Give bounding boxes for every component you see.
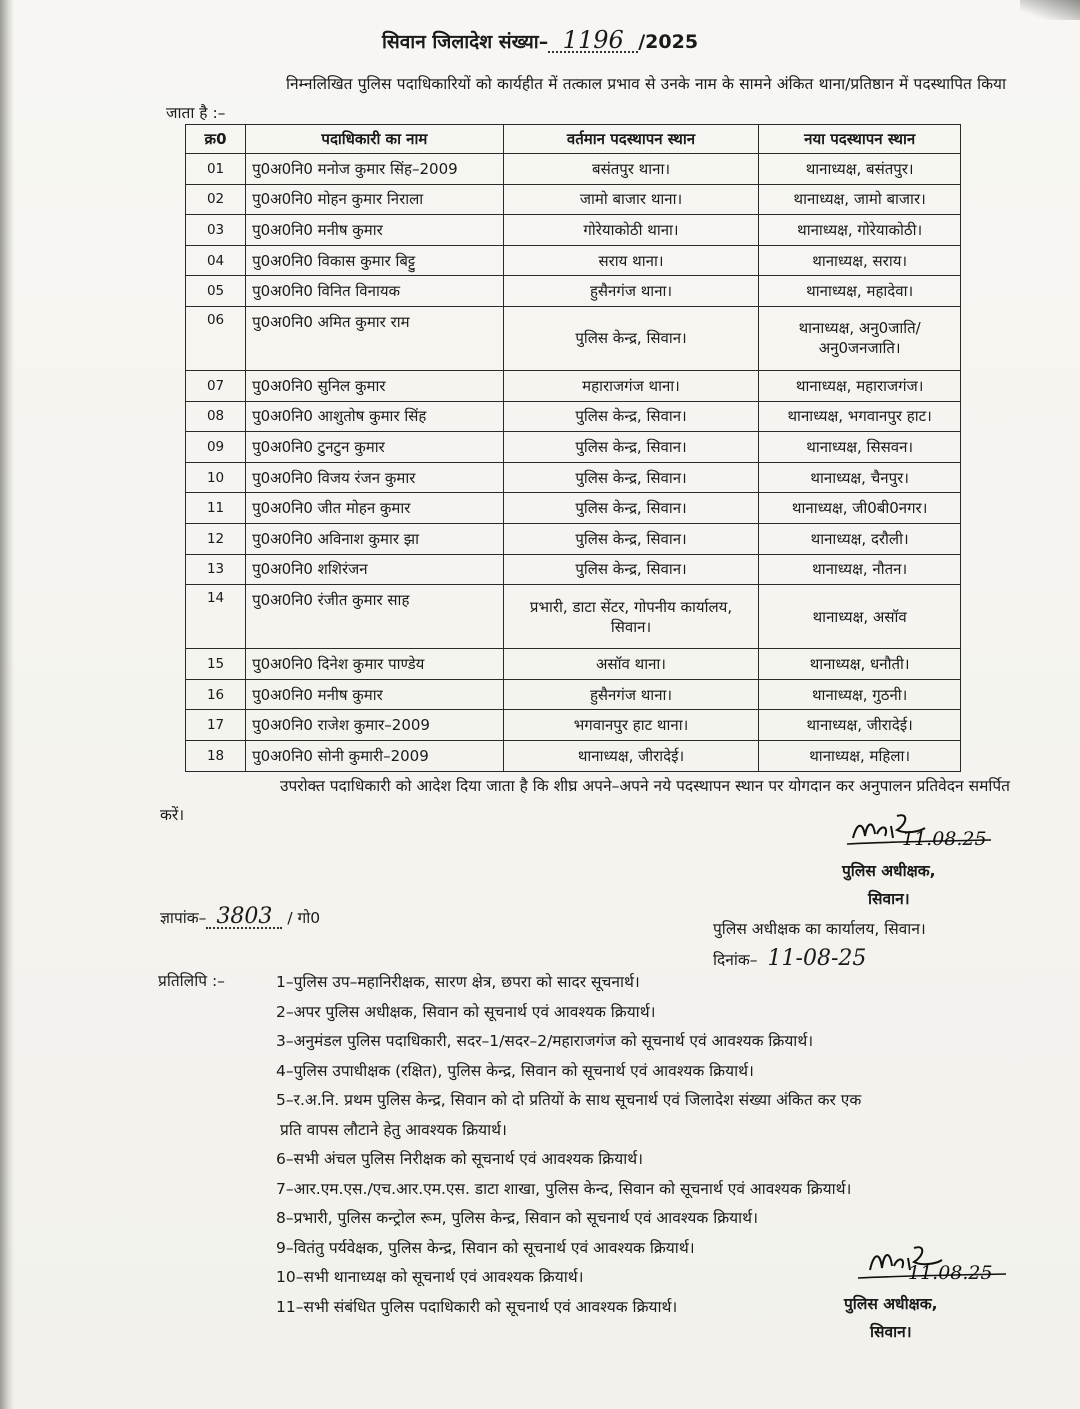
table-row [186, 554, 961, 585]
cell-current-posting: पुलिस केन्द्र, सिवान। [503, 306, 759, 370]
table-row [186, 154, 961, 185]
table-row [186, 245, 961, 276]
cell-name: पु0अ0नि0 सोनी कुमारी–2009 [246, 740, 504, 771]
cell-current-posting: पुलिस केन्द्र, सिवान। [503, 432, 759, 463]
table-row [186, 276, 961, 307]
signature-2-block [844, 1290, 938, 1346]
table-row [186, 401, 961, 432]
copy-to-item [276, 1263, 936, 1293]
cell-sno: 03 [186, 215, 246, 246]
cell-new-posting: थानाध्यक्ष, महिला। [759, 740, 961, 771]
cell-name: पु0अ0नि0 टुनटुन कुमार [246, 432, 504, 463]
cell-sno: 08 [186, 401, 246, 432]
signature-1-place: सिवान। [868, 890, 910, 908]
cell-sno: 10 [186, 462, 246, 493]
table-row [186, 523, 961, 554]
memo-prefix: ज्ञापांक– [160, 909, 207, 927]
cell-current-posting: थानाध्यक्ष, जीरादेई। [503, 740, 759, 771]
copy-to-item-text: 7–आर.एम.एस./एच.आर.एम.एस. डाटा शाखा, पुलिस केन्द, सिवान को सूचनार्थ एवं आवश्यक क्रियार्थ। [276, 1179, 852, 1198]
cell-name: पु0अ0नि0 मनीष कुमार [246, 215, 504, 246]
cell-sno: 13 [186, 554, 246, 585]
cell-current-posting: भगवानपुर हाट थाना। [503, 710, 759, 741]
cell-name: पु0अ0नि0 अमित कुमार राम [246, 306, 504, 370]
cell-name: पु0अ0नि0 आशुतोष कुमार सिंह [246, 401, 504, 432]
cell-new-posting: थानाध्यक्ष, जामो बाजार। [759, 184, 961, 215]
cell-sno: 11 [186, 493, 246, 524]
cell-new-posting: थानाध्यक्ष, महादेवा। [759, 276, 961, 307]
signature-1-date: 11.08.25 [902, 828, 987, 850]
page-edge-shadow [0, 0, 14, 1409]
cell-current-posting: महाराजगंज थाना। [503, 370, 759, 401]
cell-sno: 17 [186, 710, 246, 741]
copy-to-item-text: 5–र.अ.नि. प्रथम पुलिस केन्द्र, सिवान को दो प्रतियों के साथ सूचनार्थ एवं जिलादेश संख्या अंकित कर एक [276, 1091, 862, 1109]
cell-new-posting: थानाध्यक्ष, गुठनी। [759, 679, 961, 710]
copy-to-item [276, 998, 936, 1028]
order-number-handwritten: 1196 [548, 29, 638, 53]
cell-sno: 01 [186, 154, 246, 185]
cell-new-posting: थानाध्यक्ष, दरौली। [759, 523, 961, 554]
title-prefix: सिवान जिलादेश संख्या– [381, 31, 549, 53]
cell-new-posting: थानाध्यक्ष, नौतन। [759, 554, 961, 585]
copy-to-item-text: 9–वितंतु पर्यवेक्षक, पुलिस केन्द्र, सिवान को सूचनार्थ एवं आवश्यक क्रियार्थ। [276, 1238, 695, 1257]
cell-new-posting: थानाध्यक्ष, सराय। [759, 245, 961, 276]
cell-sno: 09 [186, 432, 246, 463]
table-row [186, 740, 961, 771]
copy-to-item-text: 8–प्रभारी, पुलिस कन्ट्रोल रूम, पुलिस केन्द्र, सिवान को सूचनार्थ एवं आवश्यक क्रियार्थ। [276, 1209, 758, 1227]
cell-sno: 16 [186, 679, 246, 710]
cell-new-posting: थानाध्यक्ष, जी0बी0नगर। [759, 493, 961, 524]
cell-current-posting: पुलिस केन्द्र, सिवान। [503, 462, 759, 493]
cell-name: पु0अ0नि0 सुनिल कुमार [246, 370, 504, 401]
cell-name: पु0अ0नि0 विजय रंजन कुमार [246, 462, 504, 493]
page-corner-shadow [1020, 0, 1080, 20]
cell-new-posting: थानाध्यक्ष, गोरेयाकोठी। [759, 215, 961, 246]
table-header-row [186, 125, 961, 154]
cell-sno: 07 [186, 370, 246, 401]
order-title [0, 28, 1080, 54]
cell-name: पु0अ0नि0 अविनाश कुमार झा [246, 523, 504, 554]
signature-2-date: 11.08.25 [908, 1262, 993, 1284]
copy-to-item-continuation: प्रति वापस लौटाने हेतु आवश्यक क्रियार्थ। [280, 1120, 507, 1139]
intro-paragraph: निम्नलिखित पुलिस पदाधिकारियों को कार्यहीत में तत्काल प्रभाव से उनके नाम के सामने अंकित थाना/प्रतिष्ठान में पदस्थापित किया जाता है :– [166, 75, 1006, 122]
cell-name: पु0अ0नि0 विकास कुमार बिट्टु [246, 245, 504, 276]
cell-name: पु0अ0नि0 शशिरंजन [246, 554, 504, 585]
copy-to-item-text: 11–सभी संबंधित पुलिस पदाधिकारी को सूचनार्थ एवं आवश्यक क्रियार्थ। [276, 1297, 678, 1316]
table-row [186, 493, 961, 524]
cell-new-posting: थानाध्यक्ष, अनु0जाति/अनु0जनजाति। [759, 306, 961, 370]
copy-to-item [276, 1086, 936, 1145]
header-sno: क्र0 [186, 125, 246, 154]
cell-name: पु0अ0नि0 मनीष कुमार [246, 679, 504, 710]
table-row [186, 306, 961, 370]
memo-number-handwritten: 3803 [206, 907, 282, 929]
cell-new-posting: थानाध्यक्ष, असॉव [759, 585, 961, 649]
copy-to-item-text: 1–पुलिस उप–महानिरीक्षक, सारण क्षेत्र, छपरा को सादर सूचनार्थ। [276, 973, 640, 991]
copy-to-label: प्रतिलिपि :– [158, 972, 225, 990]
cell-sno: 02 [186, 184, 246, 215]
header-new-posting: नया पदस्थापन स्थान [759, 125, 961, 154]
cell-sno: 04 [186, 245, 246, 276]
cell-current-posting: हुसैनगंज थाना। [503, 679, 759, 710]
cell-sno: 18 [186, 740, 246, 771]
memo-suffix: / गो0 [287, 909, 321, 927]
table-row [186, 585, 961, 649]
cell-name: पु0अ0नि0 रंजीत कुमार साह [246, 585, 504, 649]
cell-current-posting: गोरेयाकोठी थाना। [503, 215, 759, 246]
copy-to-item [276, 1293, 936, 1323]
cell-name: पु0अ0नि0 विनित विनायक [246, 276, 504, 307]
cell-current-posting: बसंतपुर थाना। [503, 154, 759, 185]
posting-table [185, 124, 961, 772]
signature-2-designation: पुलिस अधीक्षक, [844, 1295, 938, 1313]
title-year: /2025 [638, 31, 699, 53]
cell-current-posting: पुलिस केन्द्र, सिवान। [503, 401, 759, 432]
cell-current-posting: सराय थाना। [503, 245, 759, 276]
cell-current-posting: हुसैनगंज थाना। [503, 276, 759, 307]
cell-current-posting: जामो बाजार थाना। [503, 184, 759, 215]
copy-to-item-text: 4–पुलिस उपाधीक्षक (रक्षित), पुलिस केन्द्र, सिवान को सूचनार्थ एवं आवश्यक क्रियार्थ। [276, 1061, 754, 1080]
table-row [186, 370, 961, 401]
header-current-posting: वर्तमान पदस्थापन स्थान [503, 125, 759, 154]
cell-new-posting: थानाध्यक्ष, धनौती। [759, 649, 961, 680]
cell-current-posting: पुलिस केन्द्र, सिवान। [503, 554, 759, 585]
date-handwritten: 11-08-25 [767, 946, 867, 971]
copy-to-item-text: 6–सभी अंचल पुलिस निरीक्षक को सूचनार्थ एवं आवश्यक क्रियार्थ। [276, 1150, 643, 1168]
cell-current-posting: असॉव थाना। [503, 649, 759, 680]
copy-to-item-text: 3–अनुमंडल पुलिस पदाधिकारी, सदर–1/सदर–2/महाराजगंज को सूचनार्थ एवं आवश्यक क्रियार्थ। [276, 1032, 814, 1050]
cell-sno: 14 [186, 585, 246, 649]
cell-current-posting: प्रभारी, डाटा सेंटर, गोपनीय कार्यालय, सिवान। [503, 585, 759, 649]
table-row [186, 679, 961, 710]
cell-sno: 12 [186, 523, 246, 554]
table-row [186, 649, 961, 680]
closing-paragraph: उपरोक्त पदाधिकारी को आदेश दिया जाता है कि शीघ्र अपने–अपने नये पदस्थापन स्थान पर योगदान कर अनुपालन प्रतिवेदन समर्पित करें। [160, 777, 1010, 824]
header-name: पदाधिकारी का नाम [246, 125, 504, 154]
cell-sno: 06 [186, 306, 246, 370]
table-row [186, 710, 961, 741]
cell-name: पु0अ0नि0 दिनेश कुमार पाण्डेय [246, 649, 504, 680]
table-body [186, 154, 961, 772]
cell-name: पु0अ0नि0 राजेश कुमार–2009 [246, 710, 504, 741]
date-label: दिनांक– [713, 951, 758, 969]
memo-number [160, 906, 320, 929]
cell-new-posting: थानाध्यक्ष, भगवानपुर हाट। [759, 401, 961, 432]
copy-to-item-text: 10–सभी थानाध्यक्ष को सूचनार्थ एवं आवश्यक क्रियार्थ। [276, 1268, 584, 1286]
copy-to-item [276, 1234, 936, 1264]
table-row [186, 432, 961, 463]
cell-new-posting: थानाध्यक्ष, जीरादेई। [759, 710, 961, 741]
copy-to-item-text: 2–अपर पुलिस अधीक्षक, सिवान को सूचनार्थ एवं आवश्यक क्रियार्थ। [276, 1002, 656, 1021]
cell-name: पु0अ0नि0 मोहन कुमार निराला [246, 184, 504, 215]
cell-sno: 05 [186, 276, 246, 307]
cell-current-posting: पुलिस केन्द्र, सिवान। [503, 493, 759, 524]
signature-2-place: सिवान। [870, 1323, 912, 1341]
copy-to-list [276, 968, 936, 1322]
copy-to-item [276, 1145, 936, 1175]
signature-1-designation: पुलिस अधीक्षक, [842, 862, 936, 880]
cell-name: पु0अ0नि0 जीत मोहन कुमार [246, 493, 504, 524]
copy-to-item [276, 1204, 936, 1234]
signature-1-block [842, 857, 936, 913]
cell-new-posting: थानाध्यक्ष, बसंतपुर। [759, 154, 961, 185]
cell-new-posting: थानाध्यक्ष, सिसवन। [759, 432, 961, 463]
copy-to-item [276, 1057, 936, 1087]
cell-current-posting: पुलिस केन्द्र, सिवान। [503, 523, 759, 554]
cell-sno: 15 [186, 649, 246, 680]
cell-new-posting: थानाध्यक्ष, चैनपुर। [759, 462, 961, 493]
cell-name: पु0अ0नि0 मनोज कुमार सिंह–2009 [246, 154, 504, 185]
copy-to-item [276, 1027, 936, 1057]
table-row [186, 215, 961, 246]
copy-to-item [276, 1175, 936, 1205]
table-row [186, 462, 961, 493]
cell-new-posting: थानाध्यक्ष, महाराजगंज। [759, 370, 961, 401]
table-row [186, 184, 961, 215]
copy-to-item [276, 968, 936, 998]
office-name: पुलिस अधीक्षक का कार्यालय, सिवान। [713, 920, 926, 938]
